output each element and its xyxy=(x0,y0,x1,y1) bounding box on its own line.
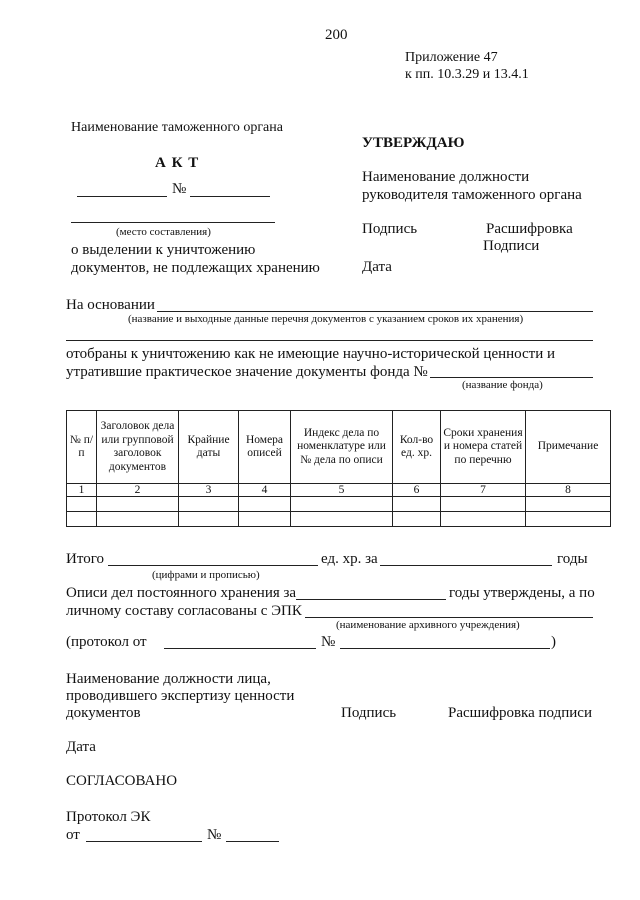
inventories-years-line xyxy=(296,599,446,600)
act-subject-line2: документов, не подлежащих хранению xyxy=(71,260,320,276)
protocol-date-line xyxy=(164,648,316,649)
basis-label: На основании xyxy=(66,297,155,313)
expert-position-line3: документов xyxy=(66,705,141,721)
act-number-line xyxy=(190,196,270,197)
column-header-number: № п/п xyxy=(67,411,97,484)
appendix-title: Приложение 47 xyxy=(405,50,498,65)
approver-position-line2: руководителя таможенного органа xyxy=(362,187,582,203)
act-title: А К Т xyxy=(155,155,200,171)
basis-caption: (название и выходные данные перечня документов с указанием сроков их хранения) xyxy=(128,313,524,325)
expert-date-label: Дата xyxy=(66,739,96,755)
place-caption: (место составления) xyxy=(116,226,211,238)
personnel-line: личному составу согласованы с ЭПК xyxy=(66,603,302,619)
column-header-dates: Крайние даты xyxy=(179,411,239,484)
archive-caption: (наименование архивного учреждения) xyxy=(336,619,520,631)
agreed-title: СОГЛАСОВАНО xyxy=(66,773,178,789)
column-header-note: Примечание xyxy=(526,411,611,484)
number-sign: № xyxy=(172,181,187,197)
expert-signature-label: Подпись xyxy=(341,705,397,721)
documents-table xyxy=(66,410,611,527)
archive-line xyxy=(305,617,593,618)
column-number: 4 xyxy=(239,484,291,497)
column-number: 7 xyxy=(441,484,526,497)
column-header-terms: Сроки хранения и номера статей по перечню xyxy=(441,411,526,484)
basis-text-line1: отобраны к уничтожению как не имеющие научно-исторической ценности и xyxy=(66,346,556,362)
column-number: 6 xyxy=(393,484,441,497)
total-years-line xyxy=(380,565,552,566)
units-for-label: ед. хр. за xyxy=(321,551,378,567)
protocol-number-line xyxy=(340,648,550,649)
act-subject-line1: о выделении к уничтожению xyxy=(71,242,256,258)
approver-decode-line1: Расшифровка xyxy=(486,221,573,237)
column-header-index: Индекс дела по номенклатуре или № дела по описи xyxy=(291,411,393,484)
basis-text-line2: утратившие практическое значение документы фонда № xyxy=(66,364,428,380)
column-number: 5 xyxy=(291,484,393,497)
fund-number-line xyxy=(430,377,593,378)
basis-line-2 xyxy=(66,340,593,341)
approver-signature-label: Подпись xyxy=(362,221,418,237)
total-count-line xyxy=(108,565,318,566)
approver-decode-line2: Подписи xyxy=(483,238,540,254)
place-line xyxy=(71,222,275,223)
column-header-quantity: Кол-во ед. хр. xyxy=(393,411,441,484)
column-number: 8 xyxy=(526,484,611,497)
approver-date-label: Дата xyxy=(362,259,392,275)
fund-caption: (название фонда) xyxy=(462,379,543,391)
protocol-number-sign: № xyxy=(321,634,336,650)
page-number: 200 xyxy=(325,27,348,43)
customs-organ-name: Наименование таможенного органа xyxy=(71,120,283,135)
expert-position-line1: Наименование должности лица, xyxy=(66,671,271,687)
ek-number-sign: № xyxy=(207,827,222,843)
appendix-reference: к пп. 10.3.29 и 13.4.1 xyxy=(405,67,529,82)
protocol-open: (протокол от xyxy=(66,634,147,650)
column-header-inventories: Номера описей xyxy=(239,411,291,484)
approved-tail: годы утверждены, а по xyxy=(449,585,595,601)
column-header-title: Заголовок дела или групповой заголовок документов xyxy=(97,411,179,484)
basis-line xyxy=(157,311,593,312)
table-row xyxy=(67,497,611,512)
protocol-close: ) xyxy=(551,634,556,650)
expert-position-line2: проводившего экспертизу ценности xyxy=(66,688,295,704)
ek-number-line xyxy=(226,841,279,842)
column-number: 3 xyxy=(179,484,239,497)
table-numbering-row xyxy=(67,484,611,497)
ek-from-label: от xyxy=(66,827,80,843)
total-label: Итого xyxy=(66,551,104,567)
ek-protocol-label: Протокол ЭК xyxy=(66,809,151,825)
table-row xyxy=(67,512,611,527)
approval-title: УТВЕРЖДАЮ xyxy=(362,135,465,151)
act-date-line xyxy=(77,196,167,197)
years-label: годы xyxy=(557,551,588,567)
column-number: 1 xyxy=(67,484,97,497)
expert-decode-label: Расшифровка подписи xyxy=(448,705,592,721)
digits-caption: (цифрами и прописью) xyxy=(152,569,260,581)
approver-position-line1: Наименование должности xyxy=(362,169,530,185)
ek-date-line xyxy=(86,841,202,842)
table-header-row xyxy=(67,411,611,484)
inventories-line: Описи дел постоянного хранения за xyxy=(66,585,297,601)
column-number: 2 xyxy=(97,484,179,497)
